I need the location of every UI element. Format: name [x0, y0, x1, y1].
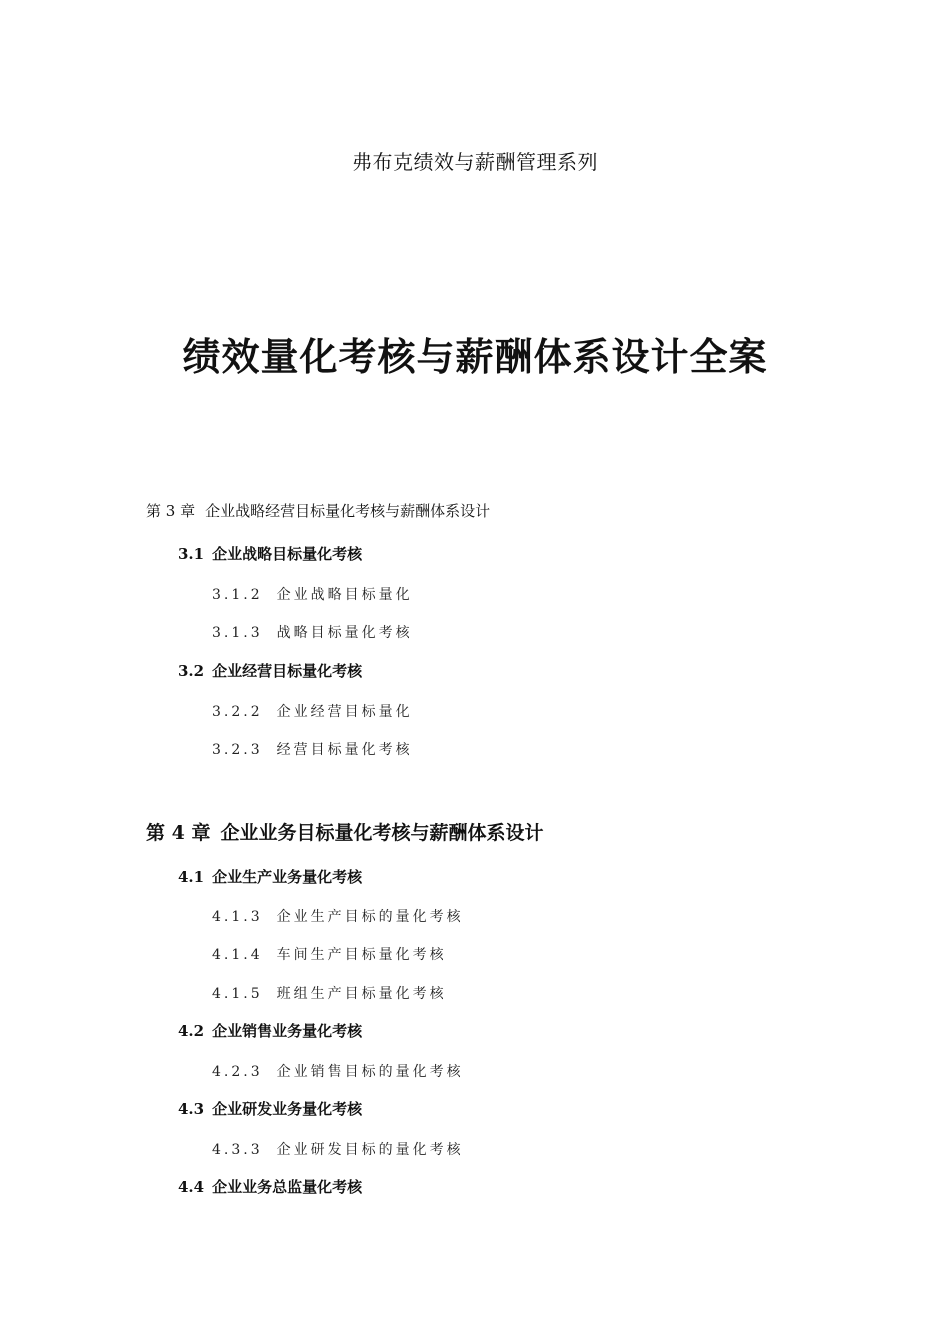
item-number: 4.2.3	[212, 1064, 263, 1080]
section-number: 4.4	[178, 1178, 205, 1196]
section-title: 企业经营目标量化考核	[212, 662, 363, 680]
item-title: 企业生产目标的量化考核	[276, 909, 464, 925]
toc-section-4-1[interactable]	[178, 866, 362, 887]
toc-item-4-2-3[interactable]	[212, 1061, 464, 1081]
item-title: 班组生产目标量化考核	[276, 986, 447, 1002]
item-title: 战略目标量化考核	[276, 625, 413, 641]
item-title: 企业经营目标量化	[276, 704, 413, 720]
chapter-title: 企业业务目标量化考核与薪酬体系设计	[220, 822, 544, 844]
item-title: 车间生产目标量化考核	[276, 947, 447, 963]
toc-item-4-1-5[interactable]	[212, 983, 447, 1003]
chapter-number: 第 3 章	[146, 502, 196, 520]
item-number: 3.1.2	[212, 587, 263, 603]
toc-chapter-4[interactable]	[146, 818, 543, 845]
toc-item-4-3-3[interactable]	[212, 1139, 464, 1159]
section-number: 3.2	[178, 662, 205, 680]
section-title: 企业销售业务量化考核	[212, 1022, 363, 1040]
item-number: 4.1.5	[212, 986, 263, 1002]
toc-section-4-2[interactable]	[178, 1020, 362, 1041]
toc-section-4-3[interactable]	[178, 1098, 362, 1119]
toc-item-3-1-3[interactable]	[212, 622, 413, 642]
toc-item-4-1-4[interactable]	[212, 944, 447, 964]
section-number: 4.1	[178, 868, 205, 886]
section-number: 3.1	[178, 545, 205, 563]
toc-item-3-2-3[interactable]	[212, 739, 413, 759]
chapter-number: 第 4 章	[146, 822, 211, 844]
toc-item-3-1-2[interactable]	[212, 584, 413, 604]
item-title: 经营目标量化考核	[276, 742, 413, 758]
toc-item-3-2-2[interactable]	[212, 701, 413, 721]
series-name: 弗布克绩效与薪酬管理系列	[352, 150, 598, 174]
item-number: 4.3.3	[212, 1142, 263, 1158]
section-title: 企业研发业务量化考核	[212, 1100, 363, 1118]
item-title: 企业销售目标的量化考核	[276, 1064, 464, 1080]
section-number: 4.2	[178, 1022, 205, 1040]
toc-section-3-2[interactable]	[178, 660, 362, 681]
section-title: 企业战略目标量化考核	[212, 545, 363, 563]
section-number: 4.3	[178, 1100, 205, 1118]
toc-item-4-1-3[interactable]	[212, 906, 464, 926]
item-number: 3.2.2	[212, 704, 263, 720]
item-title: 企业研发目标的量化考核	[276, 1142, 464, 1158]
item-number: 3.1.3	[212, 625, 263, 641]
item-number: 3.2.3	[212, 742, 263, 758]
item-title: 企业战略目标量化	[276, 587, 413, 603]
toc-section-4-4[interactable]	[178, 1176, 362, 1197]
toc-section-3-1[interactable]	[178, 543, 362, 564]
toc-chapter-3[interactable]	[146, 500, 490, 521]
document-title: 绩效量化考核与薪酬体系设计全案	[182, 335, 768, 379]
section-title: 企业生产业务量化考核	[212, 868, 363, 886]
item-number: 4.1.3	[212, 909, 263, 925]
item-number: 4.1.4	[212, 947, 263, 963]
chapter-title: 企业战略经营目标量化考核与薪酬体系设计	[205, 502, 491, 520]
section-title: 企业业务总监量化考核	[212, 1178, 363, 1196]
